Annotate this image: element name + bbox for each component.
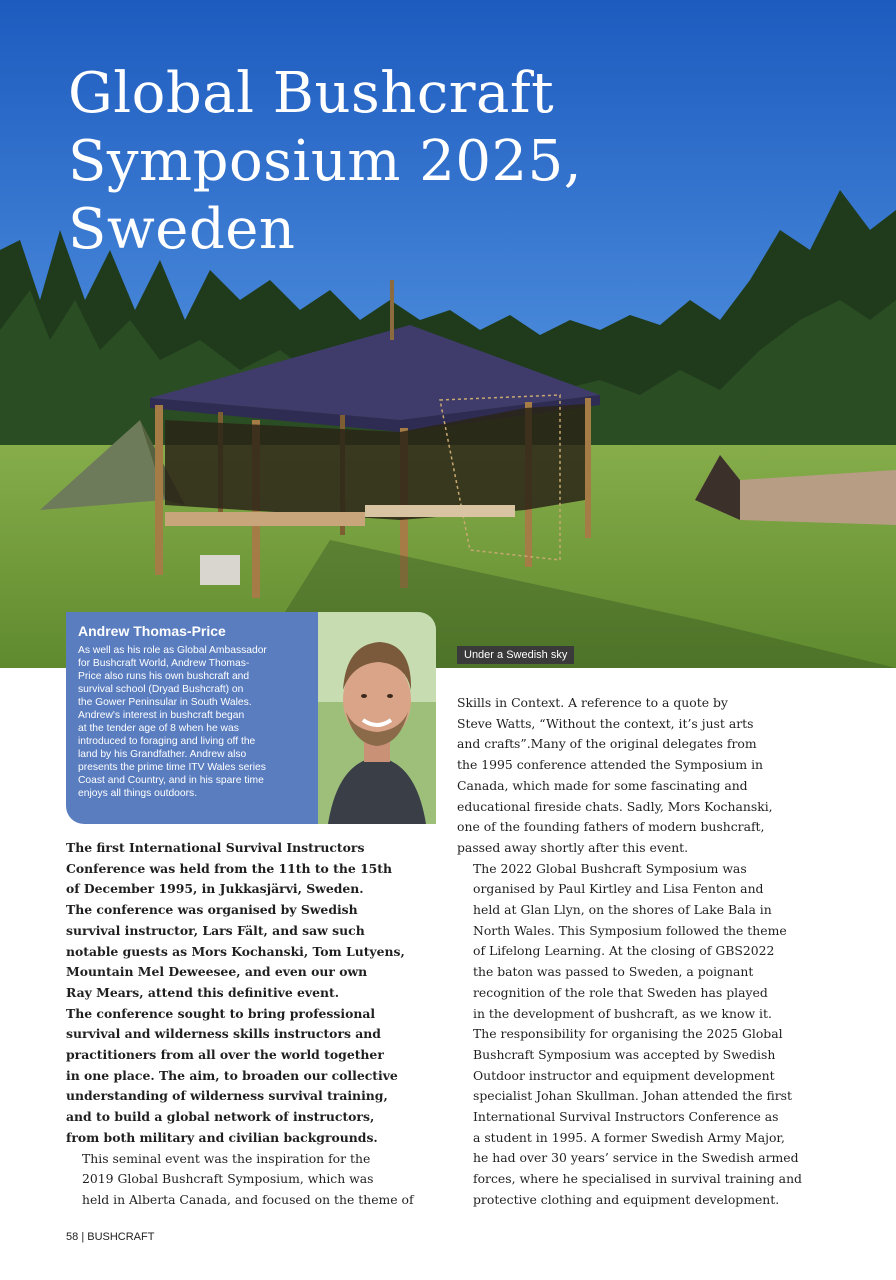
bio-line: As well as his role as Global Ambassador bbox=[78, 645, 267, 656]
author-bio-box bbox=[66, 612, 436, 824]
text-line: Skills in Context. A reference to a quote by bbox=[457, 695, 728, 710]
text-line: he had over 30 years’ service in the Swedish armed bbox=[473, 1150, 799, 1166]
title-line: Symposium 2025, bbox=[68, 129, 583, 194]
text-line: of Lifelong Learning. At the closing of GBS2022 bbox=[473, 943, 775, 959]
text-line: Steve Watts, “Without the context, it’s just arts bbox=[457, 715, 754, 731]
text-line: North Wales. This Symposium followed the theme bbox=[473, 922, 787, 938]
body-paragraph bbox=[457, 1024, 817, 1210]
text-line: of December 1995, in Jukkasjärvi, Sweden. bbox=[66, 881, 364, 897]
text-line: passed away shortly after this event. bbox=[457, 839, 689, 855]
bio-line: the Gower Peninsular in South Wales. bbox=[78, 697, 252, 708]
text-line: Outdoor instructor and equipment development bbox=[473, 1067, 775, 1083]
author-name: Andrew Thomas-Price bbox=[78, 623, 226, 639]
body-paragraph bbox=[457, 859, 817, 1025]
title-line: Sweden bbox=[68, 197, 296, 262]
text-line: Ray Mears, attend this definitive event. bbox=[66, 984, 340, 1000]
bio-line: for Bushcraft World, Andrew Thomas- bbox=[78, 658, 250, 669]
bio-line: Andrew's interest in bushcraft began bbox=[78, 710, 245, 721]
text-line: notable guests as Mors Kochanski, Tom Lutyens, bbox=[66, 943, 405, 959]
text-line: and to build a global network of instructors, bbox=[66, 1109, 375, 1125]
text-line: International Survival Instructors Conference as bbox=[473, 1109, 779, 1125]
bio-line: at the tender age of 8 when he was bbox=[78, 723, 239, 734]
text-line: Bushcraft Symposium was accepted by Swedish bbox=[473, 1046, 776, 1062]
text-line: from both military and civilian backgrounds. bbox=[66, 1129, 378, 1145]
text-line: held at Glan Llyn, on the shores of Lake Bala in bbox=[473, 902, 772, 918]
author-photo bbox=[318, 612, 436, 824]
page-number: 58 bbox=[66, 1231, 79, 1243]
body-paragraph bbox=[66, 1149, 422, 1211]
text-line: understanding of wilderness survival training, bbox=[66, 1088, 388, 1104]
text-line: educational fireside chats. Sadly, Mors Kochanski, bbox=[457, 798, 773, 814]
bio-body bbox=[78, 644, 323, 800]
text-line: practitioners from all over the world together bbox=[66, 1047, 384, 1063]
text-line: survival and wilderness skills instructors and bbox=[66, 1026, 381, 1042]
text-line: recognition of the role that Sweden has played bbox=[473, 984, 768, 1000]
text-line: in one place. The aim, to broaden our collective bbox=[66, 1067, 398, 1083]
text-line: The first International Survival Instructors bbox=[66, 840, 365, 855]
text-line: one of the founding fathers of modern bushcraft, bbox=[457, 819, 765, 835]
photo-caption: Under a Swedish sky bbox=[457, 646, 574, 664]
text-line: the baton was passed to Sweden, a poignant bbox=[473, 964, 754, 980]
bio-line: Coast and Country, and in his spare time bbox=[78, 775, 264, 786]
lead-paragraph bbox=[66, 838, 422, 1149]
bio-line: Price also runs his own bushcraft and bbox=[78, 671, 250, 682]
text-line: held in Alberta Canada, and focused on the theme of bbox=[82, 1191, 414, 1207]
text-line: Canada, which made for some fascinating and bbox=[457, 777, 748, 793]
text-line: 2019 Global Bushcraft Symposium, which was bbox=[82, 1171, 374, 1187]
text-line: The 2022 Global Bushcraft Symposium was bbox=[473, 860, 747, 876]
title-line: Global Bushcraft bbox=[68, 61, 555, 126]
magazine-name: BUSHCRAFT bbox=[87, 1231, 155, 1243]
body-paragraph bbox=[457, 693, 817, 859]
text-line: a student in 1995. A former Swedish Army Major, bbox=[473, 1129, 785, 1145]
text-line: organised by Paul Kirtley and Lisa Fenton and bbox=[473, 881, 764, 897]
right-column bbox=[457, 693, 817, 1211]
text-line: Conference was held from the 11th to the 15th bbox=[66, 860, 393, 876]
bio-line: introduced to foraging and living off the bbox=[78, 736, 256, 747]
bio-line: enjoys all things outdoors. bbox=[78, 788, 198, 799]
folio-separator: | bbox=[81, 1231, 85, 1243]
text-line: This seminal event was the inspiration for the bbox=[82, 1150, 371, 1166]
text-line: The responsibility for organising the 2025 Global bbox=[473, 1026, 783, 1042]
page-footer bbox=[66, 1231, 154, 1243]
bio-line: land by his Grandfather. Andrew also bbox=[78, 749, 247, 760]
text-line: in the development of bushcraft, as we know it. bbox=[473, 1005, 772, 1021]
left-column bbox=[66, 838, 422, 1211]
bio-line: presents the prime time ITV Wales series bbox=[78, 762, 266, 773]
text-line: The conference was organised by Swedish bbox=[66, 902, 358, 918]
text-line: Mountain Mel Deweesee, and even our own bbox=[66, 964, 368, 980]
text-line: and crafts”.Many of the original delegates from bbox=[457, 736, 757, 752]
text-line: the 1995 conference attended the Symposium in bbox=[457, 757, 764, 773]
text-line: protective clothing and equipment development. bbox=[473, 1191, 780, 1207]
text-line: specialist Johan Skullman. Johan attended the first bbox=[473, 1088, 792, 1104]
bio-text bbox=[78, 622, 323, 800]
text-line: forces, where he specialised in survival training and bbox=[473, 1171, 802, 1187]
text-line: survival instructor, Lars Fält, and saw such bbox=[66, 922, 365, 938]
text-line: The conference sought to bring professional bbox=[66, 1005, 376, 1021]
article-title bbox=[68, 60, 582, 264]
bio-line: survival school (Dryad Bushcraft) on bbox=[78, 684, 244, 695]
